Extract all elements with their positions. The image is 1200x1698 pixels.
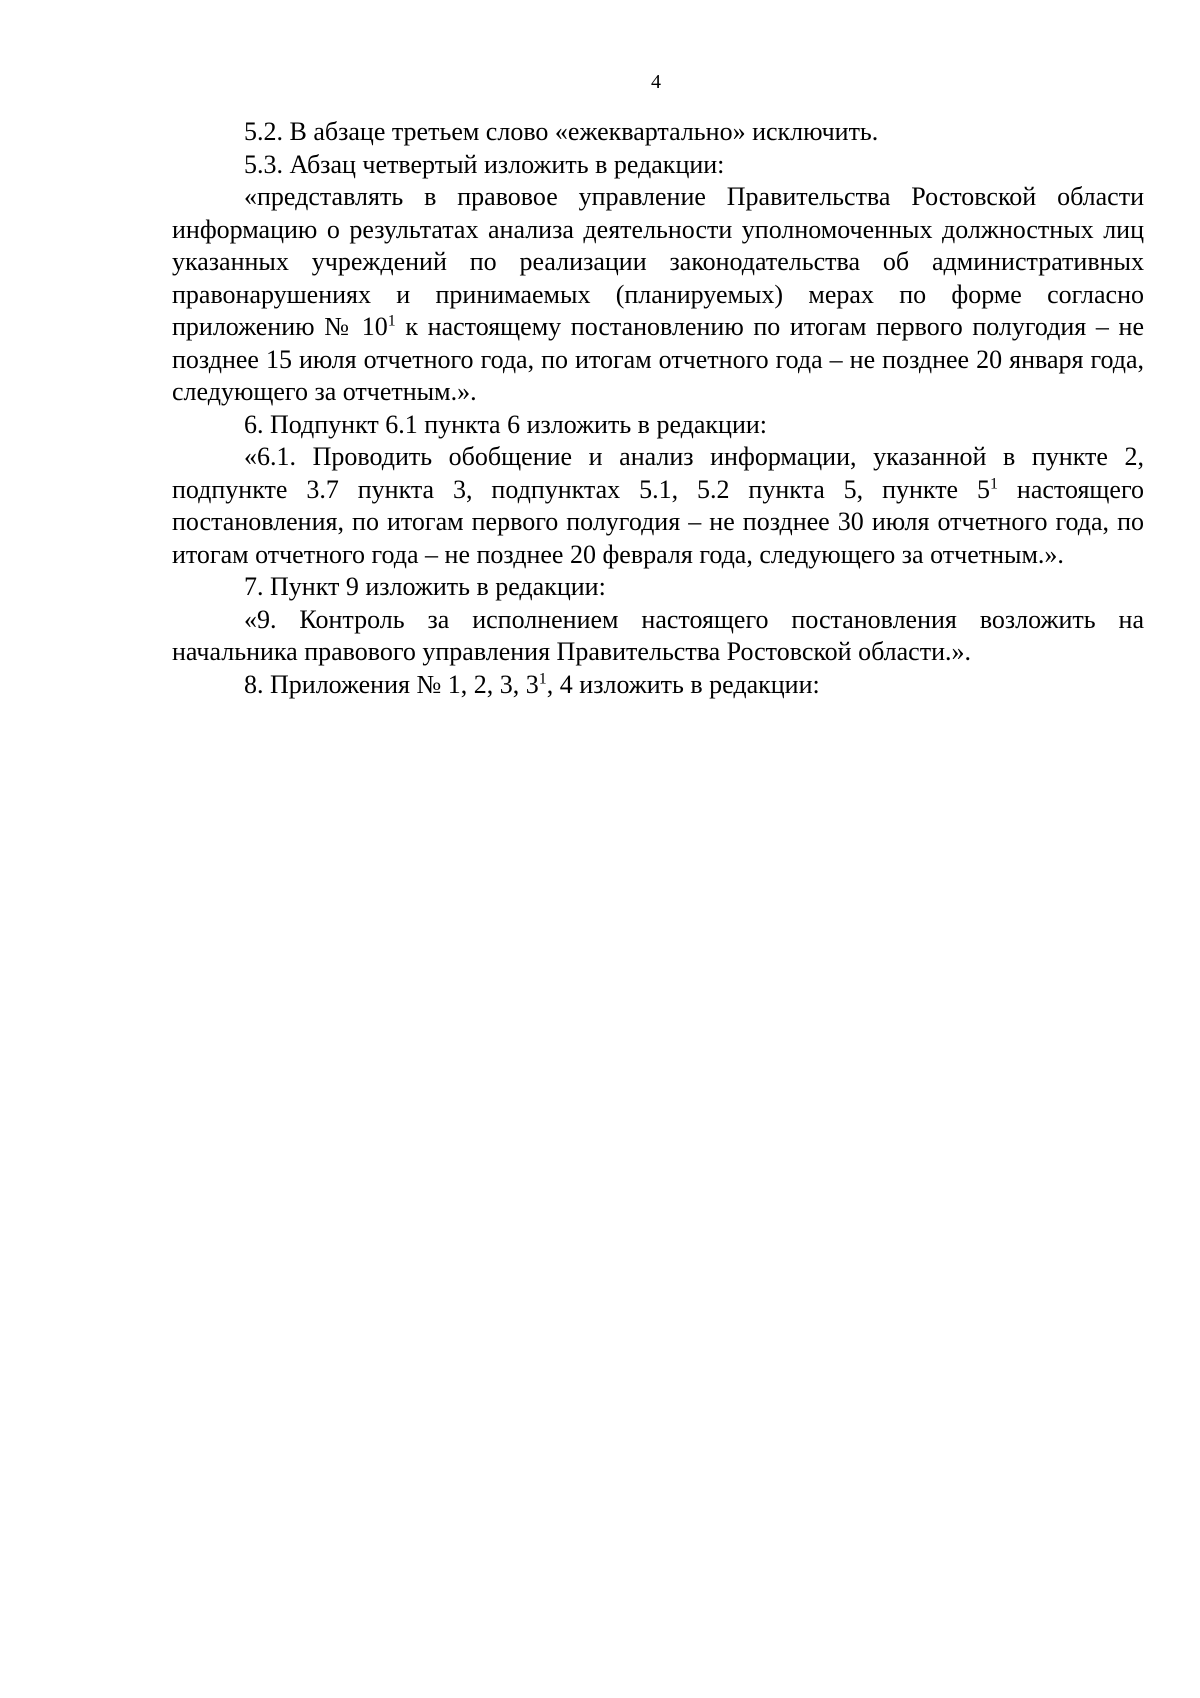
paragraph-7: 7. Пункт 9 изложить в редакции: bbox=[244, 572, 606, 601]
paragraph-5-3: 5.3. Абзац четвертый изложить в редакции: bbox=[244, 149, 725, 179]
paragraph-5-3-quote bbox=[172, 181, 1144, 409]
paragraph-text: «6.1. Проводить обобщение и анализ информации, указанной в пункте 2, подпункте 3.7 пункта 3, подпунктах 5.1, 5.2 пункта 5, пункте 5 bbox=[172, 442, 1144, 504]
superscript-index: 1 bbox=[990, 474, 999, 492]
paragraph-text: , 4 изложить в редакции: bbox=[546, 669, 820, 699]
paragraph-text: к настоящему постановлению по итогам первого полугодия – не позднее 15 июля отчетного года, по итогам отчетного года – не позднее 20 января года, следующего за отчетным.». bbox=[172, 312, 1144, 406]
paragraph-6-1-quote bbox=[172, 441, 1144, 571]
paragraph-6: 6. Подпункт 6.1 пункта 6 изложить в редакции: bbox=[244, 409, 768, 439]
paragraph-text: «представлять в правовое управление Правительства Ростовской области информацию о результатах анализа деятельности уполномоченных должностных лиц указанных учреждений по реализации законодательства об административных правонарушениях и принимаемых (планируемых) мерах по форме согласно приложению № 10 bbox=[172, 182, 1144, 341]
paragraph-text: 8. Приложения № 1, 2, 3, 3 bbox=[244, 669, 539, 699]
superscript-index: 1 bbox=[387, 312, 396, 330]
paragraph-5-2: 5.2. В абзаце третьем слово «ежеквартально» исключить. bbox=[244, 117, 879, 146]
document-body bbox=[172, 116, 1144, 701]
paragraph-8 bbox=[172, 669, 1144, 702]
superscript-index: 1 bbox=[538, 669, 547, 687]
paragraph-text: настоящего постановления, по итогам первого полугодия – не позднее 30 июля отчетного года, по итогам отчетного года – не позднее 20 февраля года, следующего за отчетным.». bbox=[172, 474, 1144, 569]
page-number: 4 bbox=[651, 71, 661, 93]
paragraph-9-quote: «9. Контроль за исполнением настоящего постановления возложить на начальника правового управления Правительства Ростовской области.». bbox=[172, 604, 1144, 666]
